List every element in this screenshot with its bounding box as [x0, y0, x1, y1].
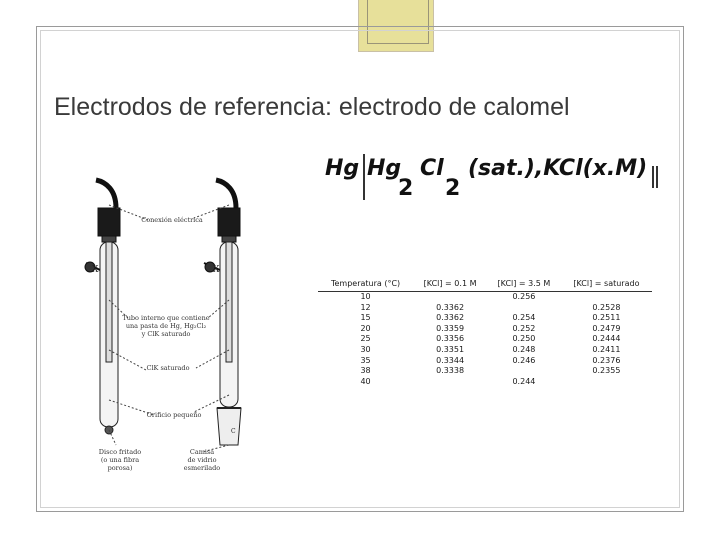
- slide-title: Electrodos de referencia: electrodo de calomel: [54, 93, 570, 121]
- table-row: 20 0.3359 0.252 0.2479: [360, 323, 621, 333]
- table-row: 25 0.3356 0.250 0.2444: [360, 334, 621, 344]
- table-row: 38 0.3338 0.2355: [360, 366, 621, 376]
- label-x-left: X: [92, 265, 99, 275]
- salt-bridge-bar-2: [656, 166, 658, 188]
- label-jacket-2: de vidrio: [187, 456, 217, 464]
- cell-sub-2: 2: [445, 176, 461, 201]
- label-kcl-saturated: ClK saturado: [146, 364, 190, 372]
- label-frit-2: (o una fibra: [100, 456, 140, 464]
- salt-bridge-bar-1: [652, 166, 654, 188]
- table-row: 15 0.3362 0.254 0.2511: [360, 313, 621, 323]
- phase-boundary-1: [363, 154, 365, 200]
- table-row: 30 0.3351 0.248 0.2411: [360, 344, 621, 354]
- label-small-hole: Orificio pequeño: [146, 411, 202, 419]
- cell-hg2cl2-cl: Cl: [420, 156, 444, 181]
- label-inner-tube-2: una pasta de Hg, Hg₂Cl₂: [125, 322, 207, 330]
- calomel-electrode-figure: [76, 160, 316, 485]
- cell-anode-hg: Hg: [325, 156, 360, 181]
- label-c: C: [231, 428, 236, 435]
- label-frit-1: Disco fritado: [98, 448, 142, 456]
- label-connection: Conexión eléctrica: [141, 216, 203, 224]
- header-kcl-3-5: [KCl] = 3.5 M: [487, 278, 561, 292]
- table-row: 12 0.3362 0.2528: [360, 302, 621, 312]
- label-frit-3: porosa): [107, 464, 133, 472]
- cell-electrolyte: (sat.),KCl(x.M): [468, 156, 648, 181]
- label-inner-tube-1: Tubo interno que contiene: [122, 314, 210, 322]
- label-inner-tube-3: y ClK saturado: [141, 330, 191, 338]
- label-jacket-1: Camisa: [189, 448, 215, 456]
- cell-hg2cl2-hg: Hg: [367, 156, 402, 181]
- label-x-right: X: [213, 265, 220, 275]
- header-temperature: Temperatura (°C): [318, 278, 413, 292]
- table-row: 10 0.256: [360, 292, 536, 301]
- label-jacket-3: esmerilado: [183, 464, 221, 472]
- table-header-row: [318, 278, 652, 292]
- table-row: 40 0.244: [360, 376, 536, 386]
- cell-notation: [325, 152, 670, 212]
- header-kcl-0-1: [KCl] = 0.1 M: [413, 278, 487, 292]
- table-row: 35 0.3344 0.246 0.2376: [360, 355, 621, 365]
- header-kcl-saturated: [KCl] = saturado: [561, 278, 652, 292]
- cell-sub-1: 2: [398, 176, 414, 201]
- potential-table: [318, 278, 652, 387]
